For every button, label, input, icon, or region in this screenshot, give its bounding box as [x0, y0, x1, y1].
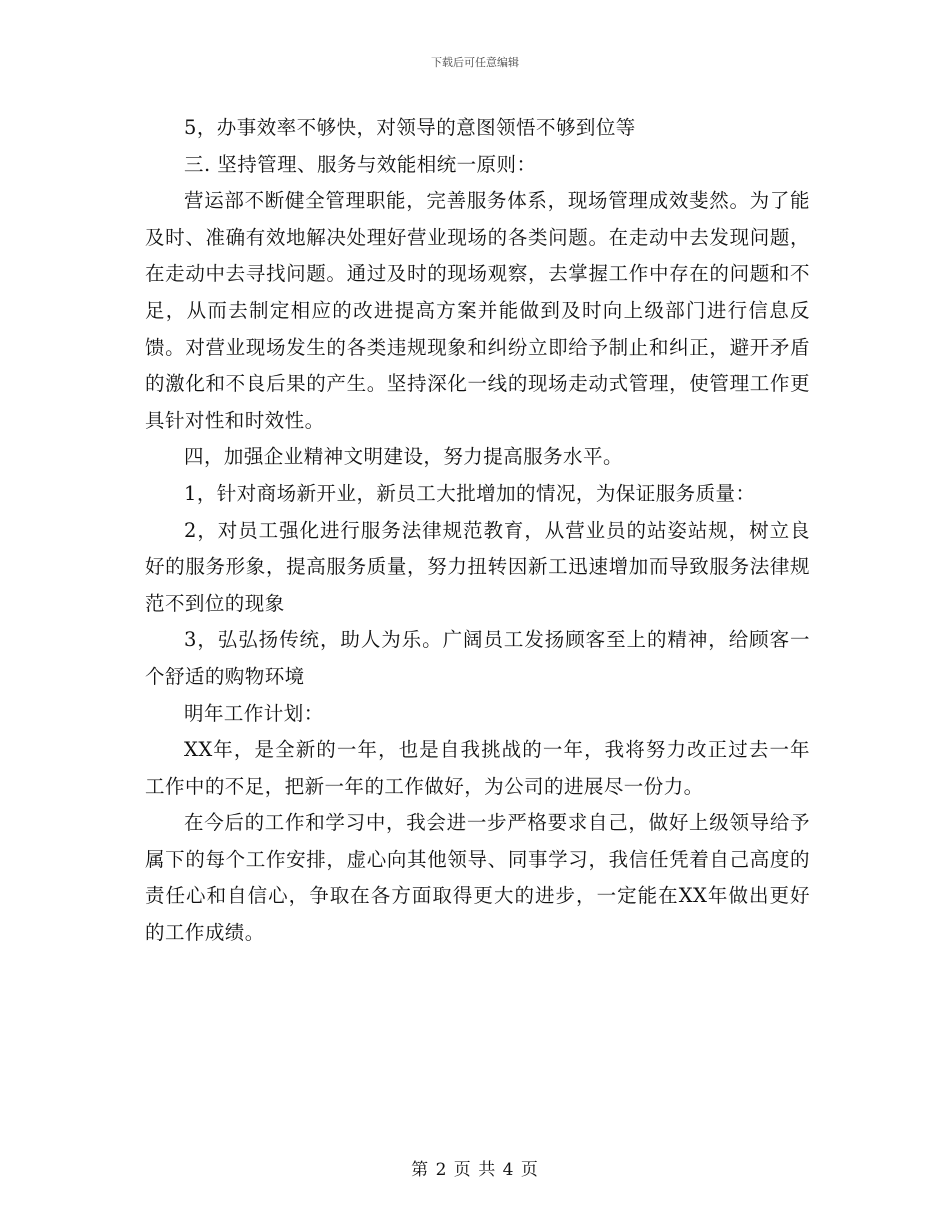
section-heading: 四，加强企业精神文明建设，努力提高服务水平。	[184, 445, 623, 469]
document-body	[145, 110, 810, 952]
paragraph: 3，弘弘扬传统，助人为乐。广阔员工发扬顾客至上的精神，给顾客一个舒适的购物环境	[145, 628, 810, 688]
page-header: 下载后可任意编辑	[431, 56, 519, 69]
page-footer: 第 2 页 共 4 页	[411, 1160, 539, 1180]
paragraph: 2，对员工强化进行服务法律规范教育，从营业员的站姿站规，树立良好的服务形象，提高服务质量，努力扭转因新工迅速增加而导致服务法律规范不到位的现象	[145, 518, 810, 615]
paragraph: 在今后的工作和学习中，我会进一步严格要求自己，做好上级领导给予属下的每个工作安排，虚心向其他领导、同事学习，我信任凭着自己高度的责任心和自信心，争取在各方面取得更大的进步，一定能在XX年做出更好的工作成绩。	[145, 811, 810, 945]
section-heading: 明年工作计划：	[184, 701, 324, 725]
paragraph: 营运部不断健全管理职能，完善服务体系，现场管理成效斐然。为了能及时、准确有效地解决处理好营业现场的各类问题。在走动中去发现问题，在走动中去寻找问题。通过及时的现场观察，去掌握工作中存在的问题和不足，从而去制定相应的改进提高方案并能做到及时向上级部门进行信息反馈。对营业现场发生的各类违规现象和纠纷立即给予制止和纠正，避开矛盾的激化和不良后果的产生。坚持深化一线的现场走动式管理，使管理工作更具针对性和时效性。	[145, 189, 810, 432]
paragraph: XX年，是全新的一年，也是自我挑战的一年，我将努力改正过去一年工作中的不足，把新一年的工作做好，为公司的进展尽一份力。	[145, 738, 810, 798]
paragraph: 1，针对商场新开业，新员工大批增加的情况，为保证服务质量：	[184, 481, 756, 505]
paragraph: 5，办事效率不够快，对领导的意图领悟不够到位等	[184, 116, 636, 139]
section-heading: 三. 坚持管理、服务与效能相统一原则：	[184, 152, 537, 176]
